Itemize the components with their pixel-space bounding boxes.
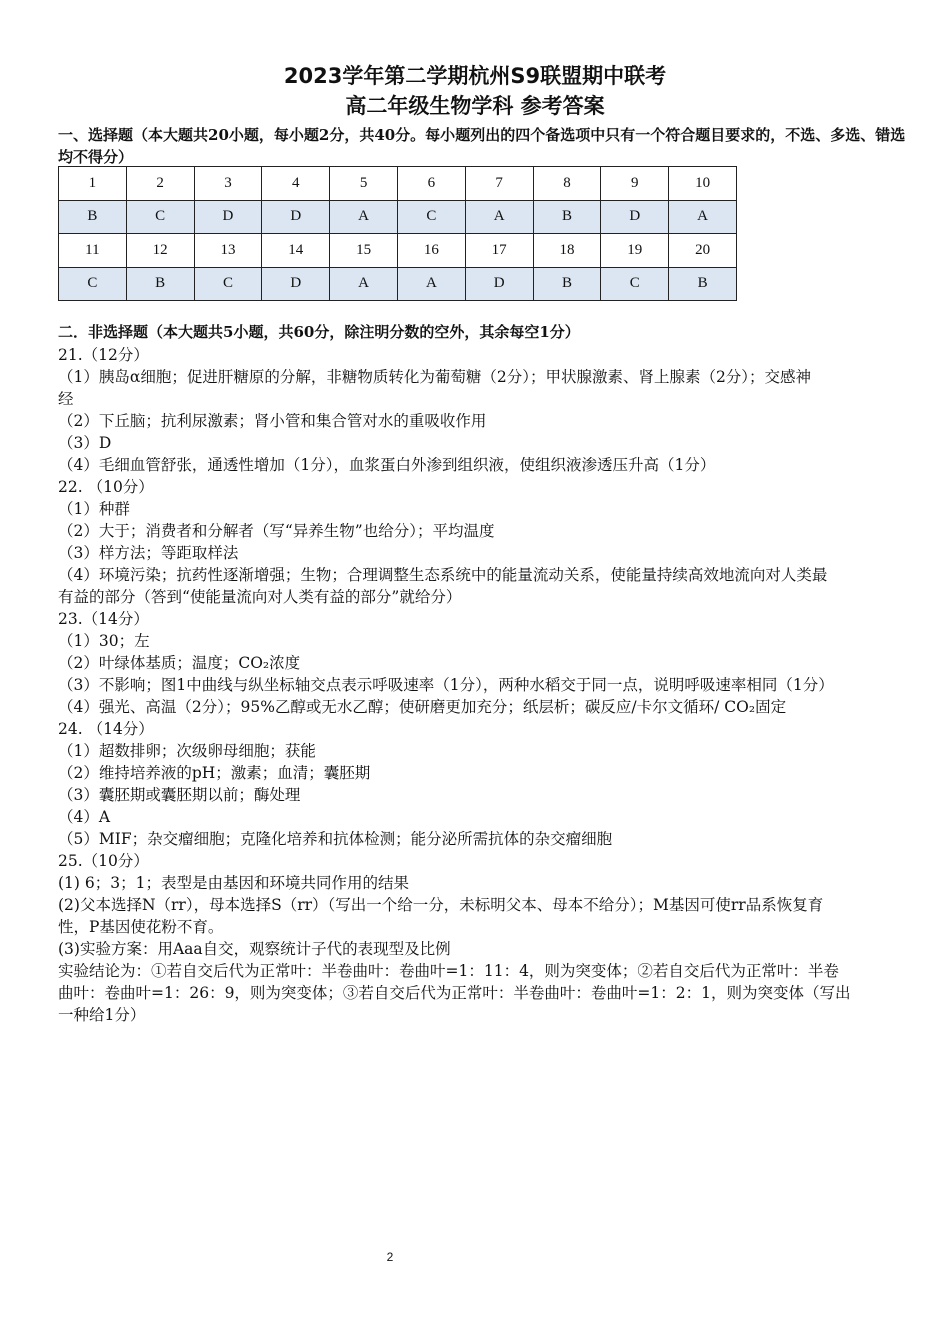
answer-line: （2）维持培养液的pH；激素；血清；囊胚期 bbox=[58, 764, 371, 782]
answer-line: （1）种群 bbox=[58, 500, 130, 518]
answer-cell: B bbox=[59, 200, 127, 234]
section1-heading: 一、选择题（本大题共20小题，每小题2分，共40分。每小题列出的四个备选项中只有一个符合题目要求的，不选、多选、错选均不得分） bbox=[58, 126, 906, 166]
answer-row bbox=[59, 200, 737, 234]
answer-cell: C bbox=[194, 267, 262, 301]
question-number-cell: 5 bbox=[330, 167, 398, 201]
answer-cell: C bbox=[601, 267, 669, 301]
answer-cell: B bbox=[126, 267, 194, 301]
answer-line: 曲叶：卷曲叶=1：26：9，则为突变体；③若自交后代为正常叶：半卷曲叶：卷曲叶=1：2：1，则为突变体（写出 bbox=[58, 984, 851, 1002]
answer-line: 25.（10分） bbox=[58, 852, 149, 870]
answer-line: 24. （14分） bbox=[58, 720, 154, 738]
answer-line: （2）大于；消费者和分解者（写“异养生物”也给分）；平均温度 bbox=[58, 522, 495, 540]
answer-cell: A bbox=[397, 267, 465, 301]
answer-row bbox=[59, 267, 737, 301]
question-number-cell: 20 bbox=[669, 234, 737, 268]
answer-line: （3）样方法；等距取样法 bbox=[58, 544, 239, 562]
question-number-cell: 13 bbox=[194, 234, 262, 268]
answer-line: （3）不影响；图1中曲线与纵坐标轴交点表示呼吸速率（1分），两种水稻交于同一点，说明呼吸速率相同（1分） bbox=[58, 676, 834, 694]
answer-table bbox=[58, 166, 737, 301]
answer-line: (1) 6；3；1；表型是由基因和环境共同作用的结果 bbox=[58, 874, 409, 892]
answer-line: 实验结论为：①若自交后代为正常叶：半卷曲叶：卷曲叶=1：11：4，则为突变体；②若自交后代为正常叶：半卷 bbox=[58, 962, 839, 980]
question-number-cell: 18 bbox=[533, 234, 601, 268]
answer-line: 一种给1分） bbox=[58, 1006, 146, 1024]
page-number: 2 bbox=[386, 1250, 394, 1264]
answer-cell: C bbox=[126, 200, 194, 234]
question-number-cell: 19 bbox=[601, 234, 669, 268]
question-number-cell: 17 bbox=[465, 234, 533, 268]
answer-cell: D bbox=[262, 200, 330, 234]
answer-line: 性，P基因使花粉不育。 bbox=[58, 918, 224, 936]
question-number-row bbox=[59, 234, 737, 268]
answer-line: （5）MIF；杂交瘤细胞；克隆化培养和抗体检测；能分泌所需抗体的杂交瘤细胞 bbox=[58, 830, 613, 848]
question-number-cell: 4 bbox=[262, 167, 330, 201]
answer-line: 22. （10分） bbox=[58, 478, 154, 496]
answer-cell: A bbox=[330, 200, 398, 234]
answer-line: （4）环境污染；抗药性逐渐增强；生物；合理调整生态系统中的能量流动关系，使能量持续高效地流向对人类最 bbox=[58, 566, 828, 584]
question-number-cell: 1 bbox=[59, 167, 127, 201]
answer-line: （4）强光、高温（2分）；95%乙醇或无水乙醇；使研磨更加充分；纸层析；碳反应/卡尔文循环/ CO₂固定 bbox=[58, 698, 787, 716]
question-number-cell: 6 bbox=[397, 167, 465, 201]
section2-heading: 二．非选择题（本大题共5小题，共60分，除注明分数的空外，其余每空1分） bbox=[58, 323, 580, 341]
answer-line: (3)实验方案：用Aaa自交，观察统计子代的表现型及比例 bbox=[58, 940, 451, 958]
answer-cell: D bbox=[262, 267, 330, 301]
question-number-cell: 8 bbox=[533, 167, 601, 201]
question-number-cell: 10 bbox=[669, 167, 737, 201]
answer-line: （4）A bbox=[58, 808, 111, 826]
page-title: 2023学年第二学期杭州S9联盟期中联考 bbox=[283, 64, 667, 88]
question-number-cell: 2 bbox=[126, 167, 194, 201]
question-number-cell: 15 bbox=[330, 234, 398, 268]
answer-line: （1）胰岛α细胞；促进肝糖原的分解，非糖物质转化为葡萄糖（2分）；甲状腺激素、肾上腺素（2分）；交感神 bbox=[58, 368, 812, 386]
answer-line: 有益的部分（答到“使能量流向对人类有益的部分”就给分） bbox=[58, 588, 462, 606]
answer-cell: B bbox=[533, 267, 601, 301]
question-number-cell: 11 bbox=[59, 234, 127, 268]
answer-line: （1）超数排卵；次级卵母细胞；获能 bbox=[58, 742, 316, 760]
answer-line: 经 bbox=[58, 390, 74, 408]
answer-line: 23.（14分） bbox=[58, 610, 149, 628]
answer-line: 21.（12分） bbox=[58, 346, 149, 364]
answer-line: （3）D bbox=[58, 434, 112, 452]
answer-cell: D bbox=[465, 267, 533, 301]
question-number-row bbox=[59, 167, 737, 201]
page-subtitle: 高二年级生物学科 参考答案 bbox=[345, 94, 605, 118]
question-number-cell: 12 bbox=[126, 234, 194, 268]
answer-cell: C bbox=[59, 267, 127, 301]
question-number-cell: 14 bbox=[262, 234, 330, 268]
answer-cell: C bbox=[397, 200, 465, 234]
question-number-cell: 9 bbox=[601, 167, 669, 201]
answer-cell: A bbox=[669, 200, 737, 234]
answer-cell: A bbox=[330, 267, 398, 301]
answer-line: （2）叶绿体基质；温度；CO₂浓度 bbox=[58, 654, 301, 672]
answer-cell: D bbox=[601, 200, 669, 234]
question-number-cell: 3 bbox=[194, 167, 262, 201]
answer-line: （2）下丘脑；抗利尿激素；肾小管和集合管对水的重吸收作用 bbox=[58, 412, 487, 430]
answer-line: （1）30；左 bbox=[58, 632, 150, 650]
answer-lines bbox=[58, 344, 906, 1026]
answer-line: (2)父本选择N（rr），母本选择S（rr）（写出一个给一分，未标明父本、母本不给分）；M基因可使rr品系恢复育 bbox=[58, 896, 824, 914]
question-number-cell: 16 bbox=[397, 234, 465, 268]
answer-cell: D bbox=[194, 200, 262, 234]
answer-cell: A bbox=[465, 200, 533, 234]
answer-line: （3）囊胚期或囊胚期以前；酶处理 bbox=[58, 786, 301, 804]
question-number-cell: 7 bbox=[465, 167, 533, 201]
answer-line: （4）毛细血管舒张，通透性增加（1分），血浆蛋白外渗到组织液，使组织液渗透压升高（1分） bbox=[58, 456, 716, 474]
answer-cell: B bbox=[533, 200, 601, 234]
answer-cell: B bbox=[669, 267, 737, 301]
